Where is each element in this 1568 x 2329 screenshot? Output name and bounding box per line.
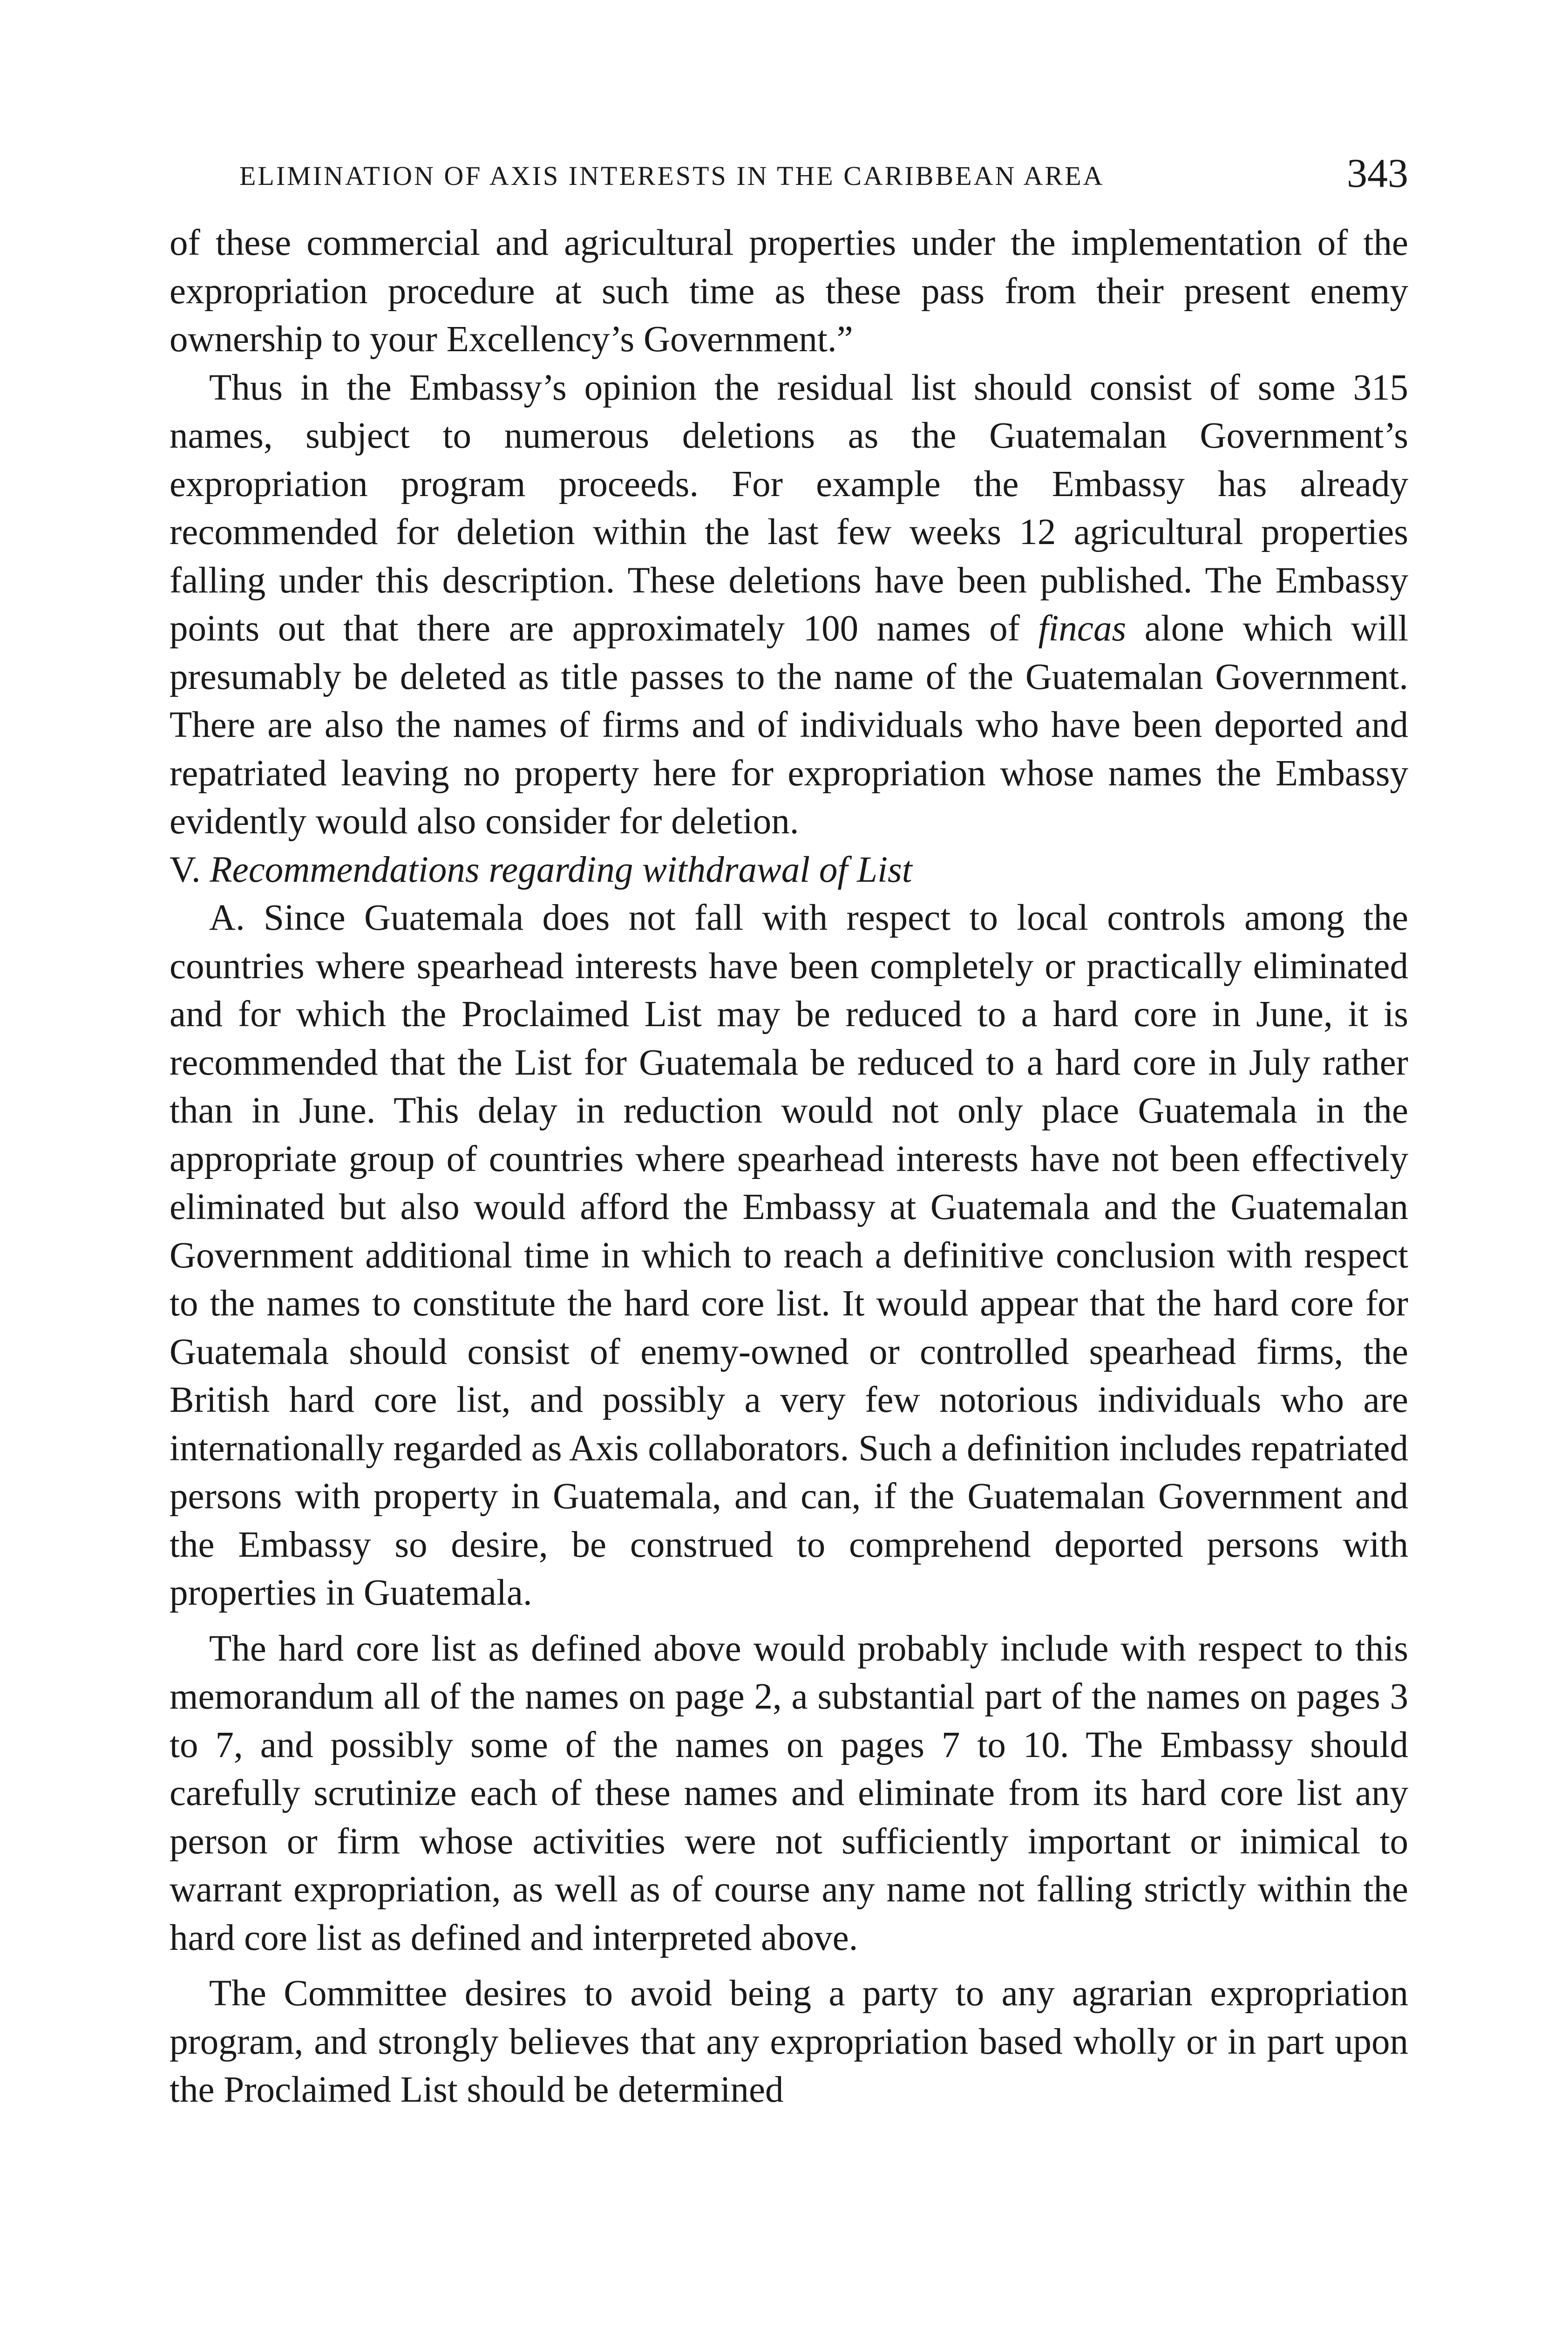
- running-head-title: ELIMINATION OF AXIS INTERESTS IN THE CARIBBEAN AREA: [239, 161, 1105, 191]
- body-text: [170, 219, 1408, 2114]
- italic-term: fincas: [1038, 608, 1127, 649]
- paragraph-hard-core-list: The hard core list as defined above would probably include with respect to this memorandum all of the names on page 2, a substantial part of the names on pages 3 to 7, and possibly some of the names on pages 7 to 10. The Embassy should carefully scrutinize each of these names and eliminate from its hard core list any person or firm whose activities were not sufficiently important or inimical to warrant expropriation, as well as of course any name not falling strictly within the hard core list as defined and interpreted above.: [170, 1628, 1408, 1958]
- page-number: 343: [1347, 151, 1408, 196]
- paragraph-continuation: of these commercial and agricultural properties under the implementation of the expropriation procedure at such time as these pass from their present enemy ownership to your Excellency’s Government.”: [170, 223, 1408, 360]
- section-heading: [170, 846, 1408, 894]
- paragraph-text: alone which will presumably be deleted as title passes to the name of the Guatemalan Government. There are also the names of firms and of individuals who have been deported and repatriated leaving no property here for expropriation whose names the Embassy evidently would also consider for deletion.: [170, 608, 1408, 842]
- paragraph-embassy-opinion: [170, 364, 1408, 846]
- section-title: Recommendations regarding withdrawal of List: [210, 849, 912, 890]
- paragraph-text: Thus in the Embassy’s opinion the residual list should consist of some 315 names, subject to numerous deletions as the Guatemalan Government’s expropriation program proceeds. For example the Embassy has already recommended for deletion within the last few weeks 12 agricultural properties falling under this description. These deletions have been published. The Embassy points out that there are approximately 100 names of: [170, 367, 1408, 649]
- paragraph-recommendation-a: A. Since Guatemala does not fall with respect to local controls among the countries where spearhead interests have been completely or practically eliminated and for which the Proclaimed List may be reduced to a hard core in June, it is recommended that the List for Guatemala be reduced to a hard core in July rather than in June. This delay in reduction would not only place Guatemala in the appropriate group of countries where spearhead interests have not been effectively eliminated but also would afford the Embassy at Guatemala and the Guatemalan Government additional time in which to reach a definitive conclusion with respect to the names to constitute the hard core list. It would appear that the hard core for Guatemala should consist of enemy-owned or controlled spearhead firms, the British hard core list, and possibly a very few notorious individuals who are internationally regarded as Axis collaborators. Such a definition includes repatriated persons with property in Guatemala, and can, if the Guatemalan Government and the Embassy so desire, be construed to comprehend deported persons with properties in Guatemala.: [170, 898, 1408, 1613]
- paragraph-committee: The Committee desires to avoid being a party to any agrarian expropriation program, and strongly believes that any expropriation based wholly or in part upon the Proclaimed List should be determined: [170, 1973, 1408, 2110]
- running-head: [170, 150, 1408, 206]
- section-number: V.: [170, 849, 201, 890]
